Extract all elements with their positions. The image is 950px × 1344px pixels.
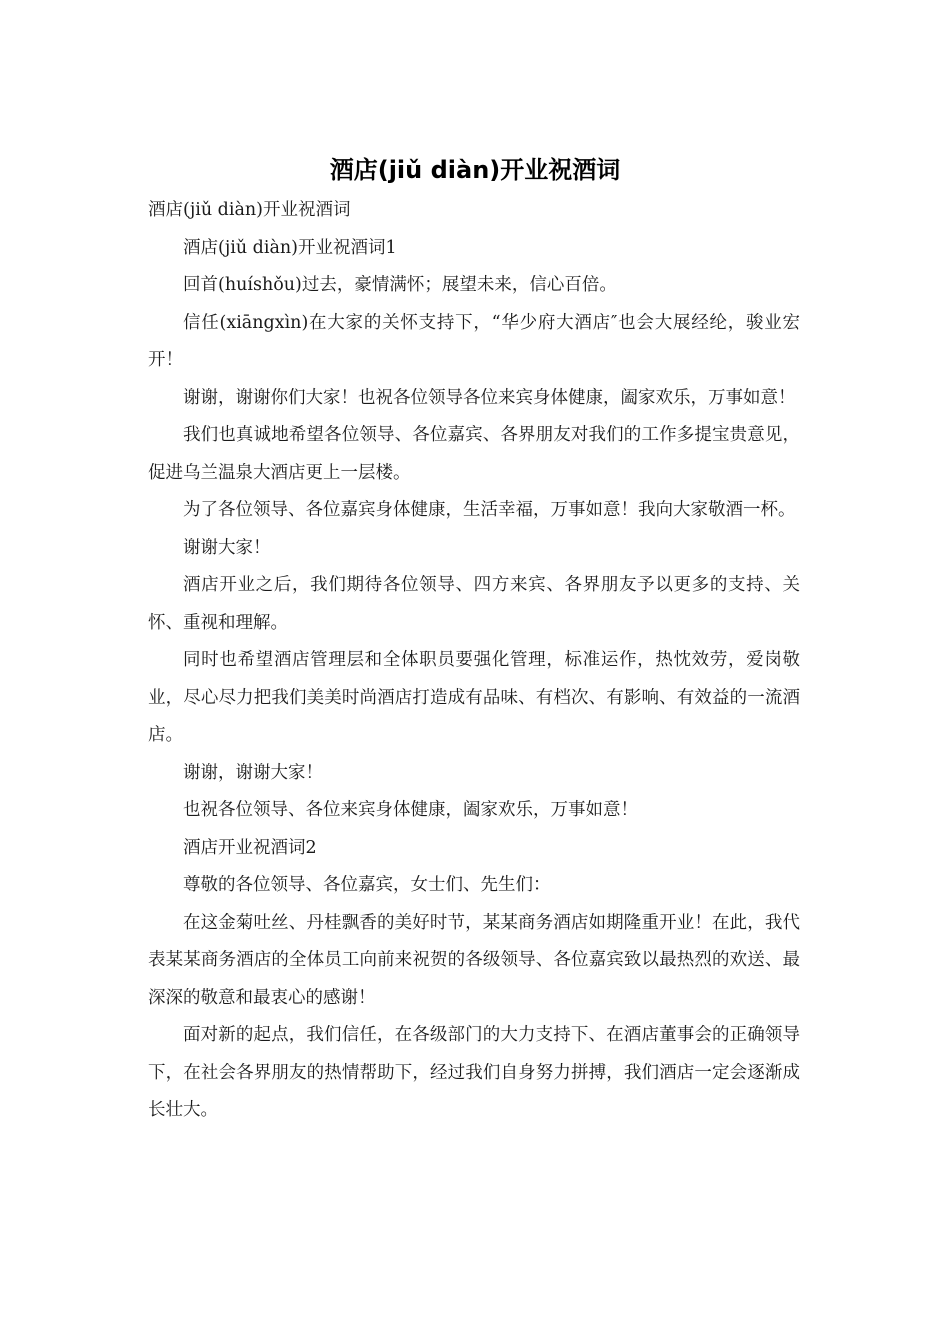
paragraph: 回首(huíshǒu)过去，豪情满怀；展望未来，信心百倍。 bbox=[183, 275, 617, 295]
paragraph: 信任(xiāngxìn)在大家的关怀支持下，“华少府大酒店″也会大展经纶，骏业宏开！ bbox=[148, 312, 800, 370]
paragraph: 同时也希望酒店管理层和全体职员要强化管理，标准运作，热忱效劳，爱岗敬业，尽心尽力把我们美美时尚酒店打造成有品味、有档次、有影响、有效益的一流酒店。 bbox=[148, 650, 800, 745]
paragraph: 在这金菊吐丝、丹桂飘香的美好时节，某某商务酒店如期隆重开业！在此，我代表某某商务酒店的全体员工向前来祝贺的各级领导、各位嘉宾致以最热烈的欢送、最深深的敬意和最衷心的感谢！ bbox=[148, 912, 800, 1008]
paragraph: 酒店(jiǔ diàn)开业祝酒词1 bbox=[183, 237, 397, 258]
paragraph: 酒店开业祝酒词2 bbox=[183, 837, 317, 858]
paragraph: 尊敬的各位领导、各位嘉宾，女士们、先生们： bbox=[183, 875, 551, 895]
document-title: 酒店(jiǔ diàn)开业祝酒词 bbox=[329, 156, 621, 184]
paragraph: 酒店(jiǔ diàn)开业祝酒词 bbox=[148, 200, 351, 220]
paragraph: 谢谢，谢谢你们大家！也祝各位领导各位来宾身体健康，阖家欢乐，万事如意！ bbox=[183, 387, 796, 408]
paragraph: 为了各位领导、各位嘉宾身体健康，生活幸福，万事如意！我向大家敬酒一杯。 bbox=[183, 500, 796, 520]
paragraph: 我们也真诚地希望各位领导、各位嘉宾、各界朋友对我们的工作多提宝贵意见，促进乌兰温泉大酒店更上一层楼。 bbox=[148, 425, 800, 483]
paragraph: 酒店开业之后，我们期待各位领导、四方来宾、各界朋友予以更多的支持、关怀、重视和理解。 bbox=[148, 575, 800, 633]
document-body bbox=[148, 192, 800, 1130]
paragraph: 面对新的起点，我们信任，在各级部门的大力支持下、在酒店董事会的正确领导下，在社会各界朋友的热情帮助下，经过我们自身努力拼搏，我们酒店一定会逐渐成长壮大。 bbox=[148, 1025, 800, 1120]
paragraph: 谢谢，谢谢大家！ bbox=[183, 762, 323, 783]
paragraph: 谢谢大家！ bbox=[183, 537, 271, 558]
paragraph: 也祝各位领导、各位来宾身体健康，阖家欢乐，万事如意！ bbox=[183, 800, 638, 820]
